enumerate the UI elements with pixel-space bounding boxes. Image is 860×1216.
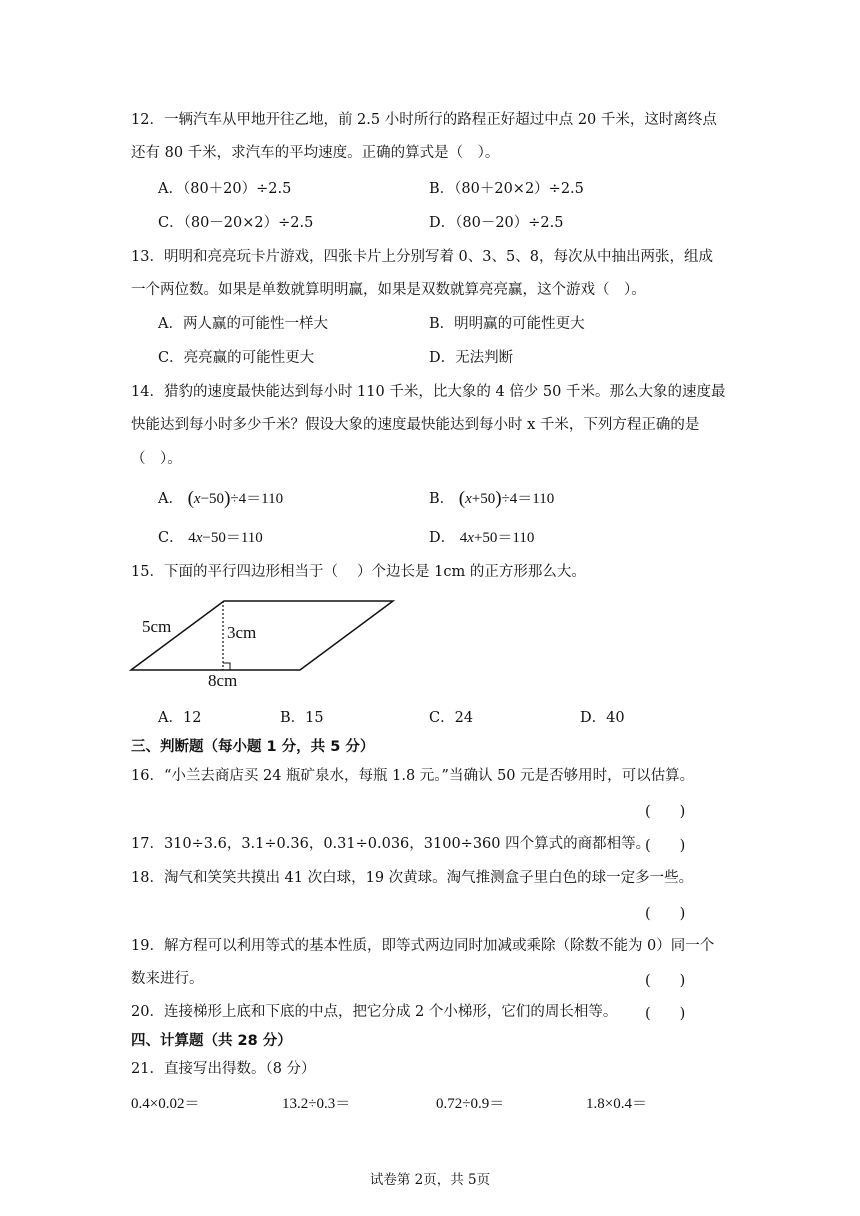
option-letter: C． [158, 530, 184, 546]
q13-option-b: B．明明赢的可能性更大 [429, 316, 585, 332]
q14-option-b [429, 488, 554, 509]
parallelogram-diagram [120, 590, 410, 695]
q12-option-a: A．（80＋20）÷2.5 [158, 181, 292, 197]
calc-item-2: 13.2÷0.3＝ [282, 1096, 351, 1112]
base-length-label: 8cm [208, 671, 238, 690]
question-14-line-3: （ ）。 [131, 451, 182, 467]
q15-option-c: C．24 [429, 710, 474, 726]
question-19-line-2: 数来进行。 [131, 971, 204, 987]
question-15-line-1: 15．下面的平行四边形相当于（ ）个边长是 1cm 的正方形那么大。 [131, 564, 586, 580]
answer-parentheses-18[interactable]: ( ) [645, 906, 686, 922]
right-angle-marker [223, 663, 230, 670]
q13-option-d: D．无法判断 [429, 350, 514, 366]
question-13-line-1: 13．明明和亮亮玩卡片游戏，四张卡片上分别写着 0、3、5、8，每次从中抽出两张，组成 [131, 249, 713, 265]
equation-b: (x+50)÷4＝110 [458, 488, 555, 509]
answer-parentheses-20[interactable]: ( ) [645, 1006, 686, 1022]
q13-option-c: C．亮亮赢的可能性更大 [158, 350, 315, 366]
question-19-line-1: 19．解方程可以利用等式的基本性质，即等式两边同时加减或乘除（除数不能为 0）同一个 [131, 938, 715, 954]
question-13-line-2: 一个两位数。如果是单数就算明明赢，如果是双数就算亮亮赢，这个游戏（ ）。 [131, 282, 646, 298]
calc-item-4: 1.8×0.4＝ [586, 1096, 647, 1112]
equation-d: 4x+50＝110 [459, 530, 535, 546]
q13-option-a: A．两人赢的可能性一样大 [158, 316, 328, 332]
page-footer: 试卷第 2页，共 5页 [369, 1172, 491, 1188]
section-4-heading: 四、计算题（共 28 分） [131, 1033, 292, 1049]
calc-item-1: 0.4×0.02＝ [131, 1096, 200, 1112]
question-17: 17．310÷3.6，3.1÷0.36，0.31÷0.036，3100÷360 四个算式的商都相等。 [131, 836, 651, 852]
question-20: 20．连接梯形上底和下底的中点，把它分成 2 个小梯形，它们的周长相等。 [131, 1004, 618, 1020]
side-length-label: 5cm [142, 617, 172, 636]
q14-option-c [158, 528, 263, 548]
section-3-heading: 三、判断题（每小题 1 分，共 5 分） [131, 739, 375, 755]
answer-parentheses-19[interactable]: ( ) [645, 973, 686, 989]
q14-option-a [158, 488, 283, 509]
question-18: 18．淘气和笑笑共摸出 41 次白球，19 次黄球。淘气推测盒子里白色的球一定多一些。 [131, 870, 694, 886]
question-14-line-2: 快能达到每小时多少千米？假设大象的速度最快能达到每小时 x 千米，下列方程正确的是 [131, 417, 700, 433]
equation-a: (x−50)÷4＝110 [187, 488, 284, 509]
answer-parentheses-16[interactable]: ( ) [645, 804, 686, 820]
option-letter: A． [158, 491, 183, 507]
parallelogram-figure [120, 590, 410, 695]
question-14-line-1: 14．猎豹的速度最快能达到每小时 110 千米，比大象的 4 倍少 50 千米。那么大象的速度最 [131, 384, 726, 400]
option-letter: B． [429, 491, 455, 507]
q12-option-c: C．（80－20×2）÷2.5 [158, 215, 314, 231]
q12-option-d: D．（80－20）÷2.5 [429, 215, 564, 231]
q12-option-b: B．（80＋20×2）÷2.5 [429, 181, 584, 197]
q15-option-d: D．40 [580, 710, 625, 726]
equation-c: 4x−50＝110 [188, 530, 263, 546]
question-21: 21．直接写出得数。（8 分） [131, 1061, 316, 1077]
answer-parentheses-17[interactable]: ( ) [645, 838, 686, 854]
question-12-line-1: 12．一辆汽车从甲地开往乙地，前 2.5 小时所行的路程正好超过中点 20 千米，这时离终点 [131, 112, 717, 128]
option-letter: D． [429, 530, 456, 546]
height-label: 3cm [227, 623, 257, 642]
q15-option-b: B．15 [280, 710, 324, 726]
question-12-line-2: 还有 80 千米，求汽车的平均速度。正确的算式是（ ）。 [131, 145, 500, 161]
calc-item-3: 0.72÷0.9＝ [436, 1096, 505, 1112]
q14-option-d [429, 528, 534, 548]
q15-option-a: A．12 [158, 710, 202, 726]
question-16: 16．“小兰去商店买 24 瓶矿泉水，每瓶 1.8 元。”当确认 50 元是否够用时，可以估算。 [131, 768, 695, 784]
